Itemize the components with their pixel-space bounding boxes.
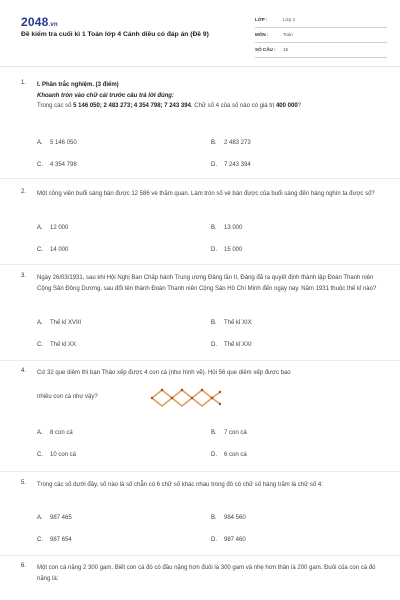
option-b[interactable]: B. 2 483 273 [211,140,251,146]
question-text: Một con cá nặng 2 300 gam. Biết con cá đó có đầu nặng hơn đuôi là 300 gam và nhẹ hơn thân là 200 gam. Đuôi của con cá đó nặng là: [37,565,376,582]
text-segment-bold: 5 146 050; 2 483 273; 4 354 798; 7 243 394 [73,103,191,109]
option-d[interactable]: D. 15 000 [211,247,243,253]
option-d[interactable]: D. 6 con cá [211,452,247,458]
question-number: 6. [21,563,27,569]
site-logo[interactable]: 2048.vn [21,15,58,29]
option-c[interactable]: C. Thế kỉ XX [37,342,77,348]
option-a[interactable]: A. 12 000 [37,225,69,231]
meta-label: MÔN : [255,32,269,37]
option-a[interactable]: A. 987 465 [37,515,72,521]
text-segment-bold: 400 000 [275,103,298,109]
option-a[interactable]: A. Thế kỉ XVIII [37,320,82,326]
option-b[interactable]: B. 984 560 [211,515,246,521]
question-divider [0,360,400,361]
question-text-continued: nhiêu con cá như vậy? [37,394,98,400]
question-text: Cứ 32 que diêm thì bạn Thảo xếp được 4 con cá (như hình vẽ). Hỏi 56 que diêm xếp được bao [37,370,291,376]
matchstick-fish-image [150,384,222,412]
page-title: Đề kiểm tra cuối kì 1 Toán lớp 4 Cánh diều có đáp án (Đề 9) [21,31,209,38]
text-segment: Trong các số [37,103,74,109]
question-text [37,80,387,112]
option-d[interactable]: D. 987 460 [211,537,246,543]
question-divider [0,178,400,179]
meta-grade [255,13,387,28]
question-divider [0,264,400,265]
option-d[interactable]: D. 7 243 394 [211,162,251,168]
question-divider [0,471,400,472]
meta-label: SỐ CÂU : [255,47,276,52]
meta-value: Lớp 4 [283,17,295,22]
meta-value: 16 [283,47,289,52]
option-a[interactable]: A. 8 con cá [37,430,73,436]
header [0,0,400,64]
option-b[interactable]: B. Thế kỉ XIX [211,320,252,326]
option-c[interactable]: C. 987 654 [37,537,72,543]
question-text: Một công viên buổi sáng bán được 12 586 vé thăm quan. Làm tròn số vé bán được của buổi sáng đến hàng nghìn ta được số? [37,191,375,197]
section-heading: I. Phần trắc nghiệm. (3 điểm) [37,82,119,88]
question-number: 5. [21,480,27,486]
option-b[interactable]: B. 13 000 [211,225,243,231]
meta-value: Toán [283,32,293,37]
instruction: Khoanh tròn vào chữ cái trước câu trả lời đúng: [37,92,174,99]
header-divider [0,66,400,67]
question-number: 1. [21,80,27,86]
option-c[interactable]: C. 10 con cá [37,452,77,458]
text-segment: ? [297,103,302,109]
option-a[interactable]: A. 5 146 050 [37,140,77,146]
option-b[interactable]: B. 7 con cá [211,430,247,436]
option-c[interactable]: C. 4 354 798 [37,162,77,168]
question-text: Trong các số dưới đây, số nào là số chẵn có 6 chữ số khác nhau trong đó có chữ số hàng trăm là chữ số 4: [37,482,323,488]
question-divider [0,555,400,556]
question-text: Ngày 26/03/1931, sau khi Hội Nghị Ban Chấp hành Trung ương Đảng lần II, Đảng đã ra quyết định thành lập Đoàn Thanh niên Cộng Sản Đông Dương, sau đổi tên thành Đoàn Thanh niên Cộng Sản Hồ Chí Minh đến ngày nay. Năm 1931 thuộc thế kỉ nào? [37,275,377,292]
meta-subject [255,28,387,43]
text-segment: . Chữ số 4 của số nào có giá trị [190,103,276,109]
question-number: 3. [21,273,27,279]
option-c[interactable]: C. 14 000 [37,247,69,253]
meta-label: LỚP : [255,17,268,22]
meta-question-count [255,43,387,58]
option-d[interactable]: D. Thế kỉ XXI [211,342,252,348]
question-number: 2. [21,189,27,195]
question-number: 4. [21,368,27,374]
matchstick-fish-figure [150,384,222,412]
